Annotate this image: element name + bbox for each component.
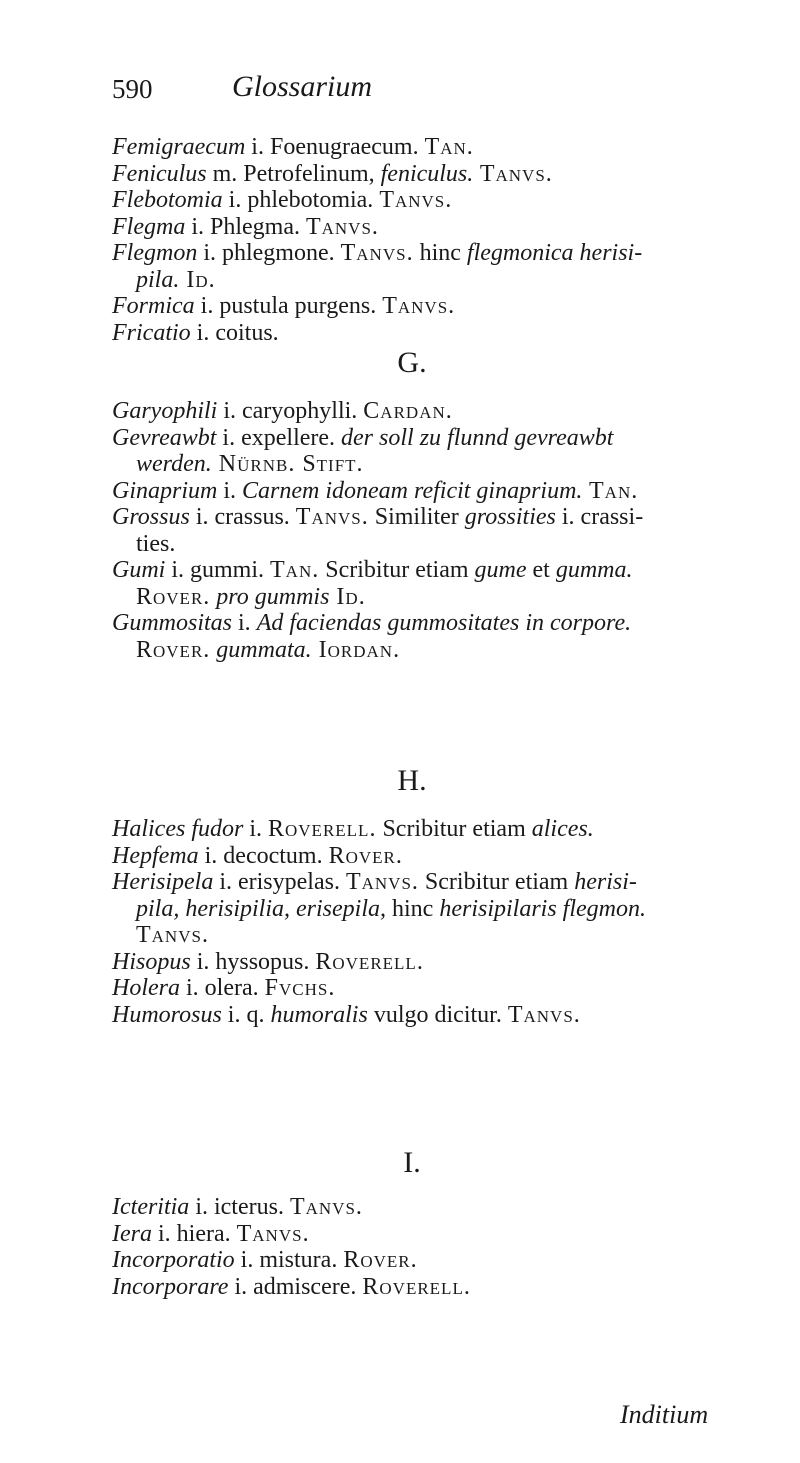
page-header xyxy=(112,66,732,116)
glossary-entry xyxy=(112,1221,752,1248)
headword: Ginaprium xyxy=(112,477,218,504)
definition: et xyxy=(526,557,556,583)
headword: Icteritia xyxy=(112,1194,190,1220)
source-ref: Tanvs. xyxy=(382,293,456,319)
headword: Fricatio xyxy=(112,319,191,346)
glossary-entry xyxy=(112,557,752,610)
definition: i. pustula purgens. xyxy=(194,293,383,319)
glossary-entry xyxy=(112,816,752,843)
definition: i. crassi- xyxy=(555,504,644,530)
glossary-entry xyxy=(112,478,752,505)
variant: herisipilaris flegmon. xyxy=(439,895,646,922)
glossary-entry xyxy=(112,161,752,188)
glossary-entry xyxy=(112,949,752,976)
source-ref: Nürnb. Stift. xyxy=(211,451,364,477)
definition: vulgo dicitur. xyxy=(367,1001,508,1028)
definition: i. icterus. xyxy=(189,1194,290,1220)
headword: Femigraecum xyxy=(112,134,246,160)
source-ref: Iordan. xyxy=(311,636,401,663)
headword: Grossus xyxy=(112,504,190,530)
headword: Gevreawbt xyxy=(112,424,217,451)
section-i xyxy=(112,1146,752,1346)
glossary-entry xyxy=(112,869,752,949)
source-ref: Tanvs. xyxy=(295,504,369,530)
definition: i. gummi. xyxy=(165,557,271,583)
source-ref: Roverell. xyxy=(315,948,424,975)
definition: Similiter xyxy=(368,504,465,530)
glossary-entry xyxy=(112,1194,752,1221)
definition: i. q. xyxy=(221,1001,271,1028)
definition: i. mistura. xyxy=(234,1247,344,1273)
section-f xyxy=(112,134,752,346)
section-letter: I. xyxy=(403,1146,421,1179)
source-ref: Rover. xyxy=(343,1247,418,1273)
headword: Humorosus xyxy=(112,1001,222,1028)
definition: Scribitur etiam xyxy=(376,816,532,842)
headword: Holera xyxy=(112,975,180,1001)
catchword: Inditium xyxy=(620,1400,709,1429)
variant: pila. xyxy=(136,266,180,293)
headword: Flegmon xyxy=(112,240,198,266)
definition: i. hiera. xyxy=(151,1220,237,1247)
glossary-entry xyxy=(112,293,752,320)
variant: pila, herisipilia, erisepila, xyxy=(136,895,386,922)
definition: i. Foenugraecum. xyxy=(245,134,425,160)
variant: grossities xyxy=(464,504,556,530)
glossary-entry xyxy=(112,975,752,1002)
glossary-entry xyxy=(112,240,752,293)
source-ref: Tanvs. xyxy=(340,240,414,266)
source-ref: Rover. xyxy=(136,583,211,610)
source-ref: Tanvs. xyxy=(473,160,553,187)
variant: gumma. xyxy=(555,557,633,583)
definition: i. admiscere. xyxy=(228,1273,363,1300)
source-ref: Roverell. xyxy=(268,816,377,842)
source-ref: Tanvs. xyxy=(136,922,209,948)
headword: Incorporatio xyxy=(112,1247,235,1273)
headword: Halices fudor xyxy=(112,816,244,842)
glossary-entry xyxy=(112,425,752,478)
glossary-entry xyxy=(112,214,752,241)
source-ref: Tanvs. xyxy=(379,187,453,213)
variant: humoralis xyxy=(270,1001,368,1028)
variant: Ad faciendas gummositates in corpore. xyxy=(256,610,632,636)
source-ref: Rover. xyxy=(328,842,403,869)
section-letter: G. xyxy=(397,346,427,379)
definition: i. caryophylli. xyxy=(217,398,364,424)
headword: Flebotomia xyxy=(112,187,223,213)
headword: Hepfema xyxy=(112,842,199,869)
source-ref: Tanvs. xyxy=(236,1220,310,1247)
definition: i. erisypelas. xyxy=(213,869,346,895)
source-ref: Tan. xyxy=(270,557,320,583)
variant: flegmonica herisi- xyxy=(466,240,643,266)
definition: i. xyxy=(217,477,243,504)
variant: alices. xyxy=(531,816,594,842)
glossary-entry xyxy=(112,134,752,161)
section-g xyxy=(112,346,752,726)
definition: i. xyxy=(232,610,257,636)
definition: i. phlebotomia. xyxy=(222,187,380,213)
definition: i. crassus. xyxy=(189,504,296,530)
headword: Gumi xyxy=(112,557,166,583)
glossary-entry xyxy=(112,504,752,557)
definition: hinc xyxy=(413,240,467,266)
glossary-entry xyxy=(112,1002,752,1029)
source-ref: Id. xyxy=(329,583,366,610)
headword: Feniculus xyxy=(112,160,207,187)
definition: Scribitur etiam xyxy=(319,557,475,583)
source-ref: Tan. xyxy=(582,477,639,504)
variant: der soll zu flunnd gevreawbt xyxy=(341,424,614,451)
source-ref: Id. xyxy=(179,266,216,293)
headword: Incorporare xyxy=(112,1273,229,1300)
headword: Iera xyxy=(112,1220,152,1247)
running-title: Glossarium xyxy=(232,70,373,103)
headword: Gummositas xyxy=(112,610,233,636)
definition: i. hyssopus. xyxy=(190,948,316,975)
source-ref: Tanvs. xyxy=(345,869,419,895)
variant: feniculus. xyxy=(380,160,474,187)
headword: Formica xyxy=(112,293,195,319)
variant: Carnem idoneam reficit ginaprium. xyxy=(242,477,583,504)
glossary-entry xyxy=(112,187,752,214)
source-ref: Fvchs. xyxy=(264,975,336,1001)
definition: ties. xyxy=(136,530,176,557)
source-ref: Roverell. xyxy=(362,1273,471,1300)
definition: i. Phlegma. xyxy=(185,213,306,240)
definition: i. xyxy=(243,816,268,842)
variant: herisi- xyxy=(574,869,637,895)
page-number: 590 xyxy=(112,74,153,104)
section-letter: H. xyxy=(397,764,427,797)
definition: i. phlegmone. xyxy=(197,240,341,266)
variant: werden. xyxy=(136,451,212,477)
variant: gume xyxy=(474,557,527,583)
glossary-entry xyxy=(112,320,752,347)
headword: Herisipela xyxy=(112,869,214,895)
glossary-entry xyxy=(112,1274,752,1301)
variant: pro gummis xyxy=(210,583,330,610)
headword: Hisopus xyxy=(112,948,191,975)
source-ref: Tanvs. xyxy=(305,213,379,240)
definition: hinc xyxy=(386,895,440,922)
definition: i. coitus. xyxy=(190,319,279,346)
definition: i. decoctum. xyxy=(198,842,329,869)
glossary-entry xyxy=(112,843,752,870)
section-h xyxy=(112,764,752,1084)
definition: i. expellere. xyxy=(216,424,342,451)
definition: Scribitur etiam xyxy=(418,869,575,895)
definition: m. Petrofelinum, xyxy=(206,160,381,187)
variant: gummata. xyxy=(210,636,312,663)
source-ref: Tan. xyxy=(424,134,474,160)
glossary-entry xyxy=(112,1247,752,1274)
definition: i. olera. xyxy=(180,975,265,1001)
source-ref: Cardan. xyxy=(363,398,453,424)
headword: Garyophili xyxy=(112,398,218,424)
source-ref: Tanvs. xyxy=(289,1194,363,1220)
headword: Flegma xyxy=(112,213,186,240)
source-ref: Rover. xyxy=(136,636,211,663)
glossary-entry xyxy=(112,610,752,663)
glossary-entry xyxy=(112,398,752,425)
source-ref: Tanvs. xyxy=(507,1001,581,1028)
